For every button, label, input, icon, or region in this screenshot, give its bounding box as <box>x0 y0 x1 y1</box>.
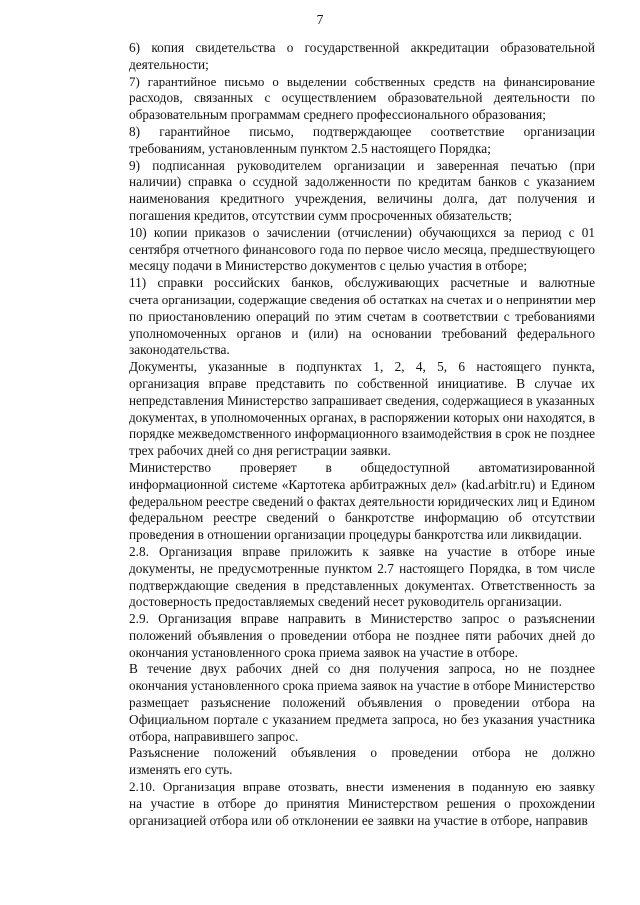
text-line: расходов, связанных с осуществлением образовательной деятельности по <box>129 90 595 106</box>
text-line: окончания установленного срока приема заявок на участие в отборе Министерство <box>129 678 595 694</box>
paragraph <box>89 124 595 158</box>
paragraph <box>89 40 595 74</box>
text-line: окончания установленного срока приема заявок на участие в отборе. <box>129 644 518 660</box>
text-line: 2.8. Организация вправе приложить к заявке на участие в отборе иные <box>129 543 595 559</box>
text-line: 10) копии приказов о зачислении (отчислении) обучающихся за период с 01 <box>129 224 595 240</box>
text-line: изменять его суть. <box>129 762 233 778</box>
text-line: наименования кредитного учреждения, величины долга, дат получения и <box>129 191 595 207</box>
paragraph <box>89 158 595 225</box>
document-body <box>89 40 595 829</box>
text-line: требованиям, установленным пунктом 2.5 настоящего Порядка; <box>129 140 491 156</box>
paragraph <box>89 745 595 779</box>
text-line: наличии) справка о ссудной задолженности по кредитам банков с указанием <box>129 174 595 190</box>
text-line: сентября отчетного финансового года по первое число месяца, предшествующего <box>129 241 595 257</box>
text-line: по приостановлению операций по этим счетам в соответствии с требованиями <box>129 308 595 324</box>
text-line: проведения в отношении организации процедуры банкротства или ликвидации. <box>129 527 582 543</box>
text-line: 6) копия свидетельства о государственной аккредитации образовательной <box>129 40 595 55</box>
paragraph <box>89 611 595 661</box>
text-line: законодательства. <box>129 342 230 358</box>
text-line: организация вправе представить по собственной инициативе. В случае их <box>129 375 595 391</box>
paragraph <box>89 544 595 611</box>
text-line: 8) гарантийное письмо, подтверждающее соответствие организации <box>129 123 595 139</box>
text-line: федеральном реестре сведений о фактах деятельности юридических лиц и Едином <box>129 493 596 509</box>
paragraph <box>89 460 595 544</box>
text-line: достоверность предоставляемых сведений несет руководитель организации. <box>129 594 562 610</box>
paragraph <box>89 275 595 359</box>
text-line: документах, в уполномоченных органах, в распоряжении которых они находятся, в <box>129 409 595 425</box>
paragraph <box>89 74 595 124</box>
text-line: В течение двух рабочих дней со дня получения запроса, но не позднее <box>129 661 595 677</box>
text-line: трех рабочих дней со дня регистрации заявки. <box>129 443 391 459</box>
paragraph <box>89 225 595 275</box>
text-line: 7) гарантийное письмо о выделении собственных средств на финансирование <box>129 74 595 89</box>
text-line: федеральном реестре сведений о банкротстве информацию об отсутствии <box>129 510 595 526</box>
text-line: счета организации, содержащие сведения об остатках на счетах и о непринятии мер <box>129 291 596 307</box>
text-line: 2.10. Организация вправе отозвать, внести изменения в поданную ею заявку <box>129 779 595 795</box>
text-line: образовательным программам среднего профессионального образования; <box>129 107 546 123</box>
text-line: погашения кредитов, отсутствии сумм просроченных обязательств; <box>129 207 512 223</box>
text-line: положений объявления о проведении отбора не позднее пяти рабочих дней до <box>129 627 595 643</box>
text-line: Разъяснение положений объявления о проведении отбора не должно <box>129 745 595 761</box>
text-line: Министерство проверяет в общедоступной автоматизированной <box>129 459 595 475</box>
paragraph <box>89 779 595 829</box>
text-line: Официальном портале с указанием предмета запроса, но без указания участника <box>129 711 595 727</box>
text-line: отбора, направившего запрос. <box>129 728 299 744</box>
text-line: документы, не предусмотренные пунктом 2.7 настоящего Порядка, в том числе <box>129 560 595 576</box>
text-line: подтверждающие сведения в представленных документах. Ответственность за <box>129 577 595 593</box>
text-line: порядке межведомственного информационного взаимодействия в срок не позднее <box>129 426 595 442</box>
text-line: 9) подписанная руководителем организации и заверенная печатью (при <box>129 157 595 173</box>
text-line: организацией отбора или об отклонении ее заявки на участие в отборе, направив <box>129 812 588 828</box>
text-line: размещает разъяснение положений объявления о проведении отбора на <box>129 695 595 711</box>
paragraph <box>89 661 595 745</box>
text-line: месяцу подачи в Министерство документов с целью участия в отборе; <box>129 258 528 274</box>
text-line: 2.9. Организация вправе направить в Министерство запрос о разъяснении <box>129 611 595 627</box>
page-number: 7 <box>316 12 324 27</box>
text-line: деятельности; <box>129 56 209 72</box>
paragraph <box>89 359 595 460</box>
text-line: 11) справки российских банков, обслуживающих расчетные и валютные <box>129 275 595 291</box>
text-line: Документы, указанные в подпунктах 1, 2, 4, 5, 6 настоящего пункта, <box>129 359 595 375</box>
text-line: на участие в отборе до принятия Министерством решения о прохождении <box>129 795 595 811</box>
text-line: информационной системе «Картотека арбитражных дел» (kad.arbitr.ru) и Едином <box>129 476 595 492</box>
text-line: уполномоченных органов и (или) на основании требований федерального <box>129 325 595 341</box>
text-line: непредставления Министерство запрашивает сведения, содержащиеся в указанных <box>129 392 595 408</box>
